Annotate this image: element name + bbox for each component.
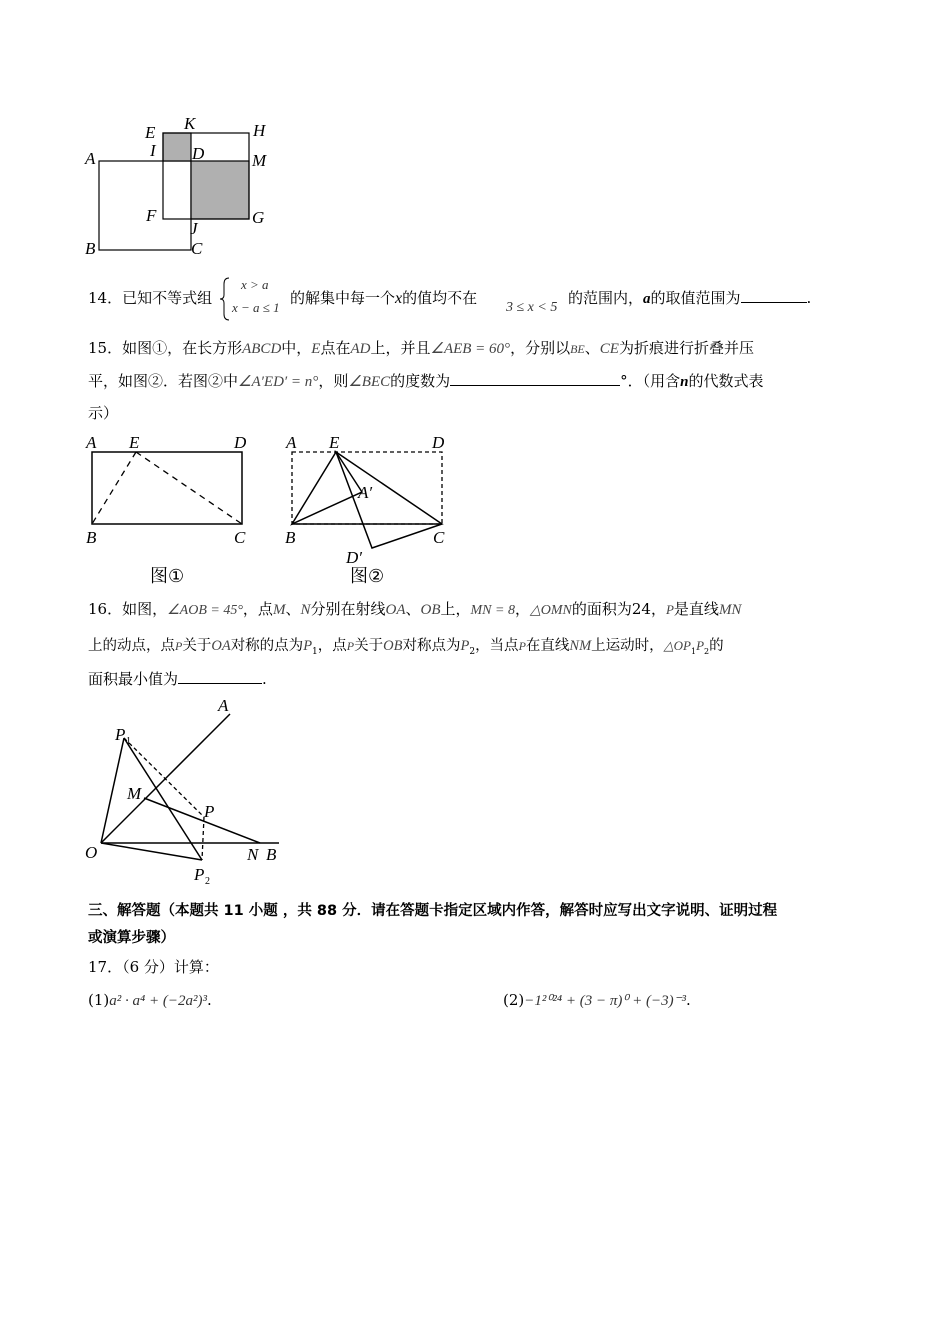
figure-15-2: [280, 430, 460, 590]
q15-be: BE: [570, 342, 585, 356]
question-16-line-3: [88, 669, 267, 689]
figure-16: [80, 693, 300, 893]
question-17-head: [88, 957, 219, 977]
q16-text: ，点: [317, 638, 347, 654]
section-heading-line-1: 三、解答题（本题共 11 小题 ，共 88 分．请在答题卡指定区域内作答，解答时应写出文字说明、证明过程: [88, 903, 778, 919]
inequality-1: x > a: [241, 277, 269, 292]
question-14: [88, 288, 212, 308]
fig16-A: A: [218, 696, 229, 715]
q14-text: 已知不等式组: [122, 289, 213, 307]
q14-line: [290, 288, 477, 309]
label-B: B: [85, 239, 96, 258]
answer-blank[interactable]: [178, 669, 262, 684]
fig16-N: N: [247, 845, 259, 864]
q16-text: 分别在射线: [310, 600, 386, 618]
q16-text: 上，: [440, 600, 471, 618]
fig16-P: P: [204, 802, 215, 821]
fig1-B: B: [86, 528, 97, 547]
q16-end: .: [262, 670, 267, 688]
q16-p2: P: [696, 638, 705, 653]
q15-angle2: ∠A′ED′ = n°: [238, 374, 319, 390]
fig1-E: E: [129, 433, 140, 452]
label-I: I: [150, 141, 156, 160]
q15-angle: ∠AEB = 60°: [430, 341, 511, 357]
range-expr: 3 ≤ x < 5: [506, 300, 558, 315]
expr-end: .: [686, 991, 691, 1009]
expr-end: .: [206, 991, 212, 1009]
q16-sub2: 2: [469, 646, 476, 657]
q16-ob: OB: [420, 602, 441, 618]
var-x: x: [395, 290, 403, 307]
q16-p: P: [175, 639, 183, 653]
q14-text: 的值均不在: [402, 289, 478, 307]
q16-p: P: [346, 639, 355, 653]
q16-tri2: △OP: [663, 638, 691, 653]
label-D: D: [192, 144, 205, 163]
q15-text: 中，: [281, 339, 312, 357]
brace-icon: [219, 276, 231, 322]
fig1-A: A: [86, 433, 97, 452]
q16-text: 关于: [182, 638, 212, 654]
q15-text: 平，如图②．若图②中: [88, 372, 239, 390]
q16-tri: △OMN: [529, 603, 572, 618]
label-K: K: [184, 114, 196, 133]
q15-text: 的度数为: [390, 372, 451, 390]
question-15-line-1: [88, 338, 754, 359]
q16-text: ，点: [242, 600, 273, 618]
q16-p: P: [518, 639, 526, 653]
q15-ad: AD: [350, 341, 371, 357]
figure-q13: [80, 112, 280, 262]
question-number: 15．: [88, 339, 123, 357]
fig16-O: O: [85, 843, 98, 862]
q15-text: °．（用含: [620, 372, 681, 390]
q17-part-1: [88, 990, 212, 1011]
q15-text: ，则: [318, 372, 349, 390]
q16-oa: OA: [385, 602, 406, 618]
part-label: (2): [503, 991, 525, 1009]
fig2-A: A: [286, 433, 297, 452]
q16-text: 如图，: [122, 600, 168, 618]
q15-text: 为折痕进行折叠并压: [618, 339, 754, 357]
fig2-C: C: [433, 528, 445, 547]
q16-sep: 、: [405, 600, 421, 618]
q16-n: N: [300, 602, 311, 618]
q16-p2: P: [460, 638, 470, 654]
q16-ob: OB: [383, 638, 403, 654]
label-A: A: [85, 149, 96, 168]
q15-text: ，分别以: [510, 339, 571, 357]
question-15-line-2: [88, 371, 764, 392]
q16-text: 面积最小值为: [88, 670, 179, 688]
q16-text: 的面积为24，: [571, 600, 666, 618]
fig2-B: B: [285, 528, 296, 547]
label-E: E: [145, 123, 156, 142]
label-F: F: [146, 206, 157, 225]
fig1-caption: 图①: [150, 566, 185, 587]
q16-text: 的: [709, 638, 724, 654]
q16-p1: P: [303, 638, 313, 654]
q15-angle3: ∠BEC: [348, 374, 391, 390]
q15-text: 点在: [320, 339, 351, 357]
fig16-B: B: [266, 845, 277, 864]
q15-e: E: [311, 341, 321, 357]
var-a: a: [643, 291, 651, 307]
q16-sep: 、: [285, 600, 301, 618]
q14-text: 的取值范围为: [650, 289, 741, 307]
fig1-D: D: [234, 433, 247, 452]
fig16-P1-sub: 1: [126, 736, 131, 747]
fig1-C: C: [234, 528, 246, 547]
answer-blank[interactable]: [450, 371, 620, 386]
q16-sub2: 2: [704, 646, 710, 656]
q16-mn: MN = 8: [470, 603, 515, 618]
label-G: G: [252, 208, 265, 227]
q17-head: （6 分）计算：: [122, 958, 219, 976]
q15-ce: CE: [599, 341, 619, 357]
q16-sub1: 1: [312, 646, 318, 657]
inequality-system: [219, 276, 289, 322]
question-number: 17．: [88, 958, 123, 976]
q16-mn2: MN: [718, 602, 742, 618]
q15-sep: 、: [584, 339, 600, 357]
label-H: H: [253, 121, 266, 140]
q16-sub1: 1: [690, 646, 697, 656]
q15-text: 上，并且: [370, 339, 431, 357]
q15-text: 的代数式表: [688, 372, 764, 390]
q14-text: 的范围内，: [568, 289, 644, 307]
q16-text: 关于: [354, 638, 384, 654]
label-M: M: [252, 151, 267, 170]
q16-text: ，当点: [475, 638, 519, 654]
label-C: C: [191, 239, 203, 258]
answer-blank[interactable]: [741, 288, 807, 303]
question-number: 14．: [88, 289, 123, 307]
q16-text: 对称的点为: [230, 638, 304, 654]
figure-15-1: [80, 430, 270, 590]
question-16-line-1: [88, 599, 741, 621]
q15-abcd: ABCD: [242, 341, 282, 357]
q16-angle: ∠AOB = 45°: [167, 603, 243, 618]
fig2-D: D: [432, 433, 445, 452]
var-n: n: [680, 374, 689, 390]
q14-line-2: [568, 288, 811, 309]
q15-text: 如图①，在长方形: [122, 339, 243, 357]
fig16-M: M: [127, 784, 142, 803]
q16-text: 在直线: [525, 638, 570, 654]
part-label: (1): [88, 991, 110, 1009]
q14-end: .: [806, 289, 812, 307]
q16-m: M: [272, 602, 286, 618]
q16-nm: NM: [569, 638, 592, 654]
q16-oa: OA: [211, 638, 231, 654]
q16-p: P: [665, 602, 674, 617]
fig2-D1: D′: [346, 548, 362, 567]
fig2-caption: 图②: [350, 566, 385, 587]
inequality-2: x − a ≤ 1: [232, 300, 280, 315]
q16-text: 是直线: [673, 600, 719, 618]
q16-text: 上运动时，: [591, 638, 664, 654]
q14-text: 的解集中每一个: [290, 289, 396, 307]
question-number: 16．: [88, 600, 123, 618]
fig16-P2-sub: 2: [205, 876, 210, 887]
q16-text: 对称点为: [402, 638, 461, 654]
expression-2: −1²⁰²⁴ + (3 − π)⁰ + (−3)⁻³: [524, 993, 687, 1009]
q17-part-2: [503, 990, 691, 1011]
fig16-P1: P: [115, 725, 126, 744]
question-16-line-2: [88, 636, 724, 662]
section-heading-line-2: 或演算步骤）: [88, 930, 175, 946]
fig2-E: E: [329, 433, 340, 452]
fig2-A1: A′: [358, 483, 373, 502]
q16-text: 上的动点，点: [88, 638, 175, 654]
fig16-P2: P: [194, 865, 205, 884]
expression-1: a² · a⁴ + (−2a²)³: [109, 993, 207, 1009]
label-J: J: [190, 219, 198, 238]
question-15-line-3: 示）: [88, 404, 119, 422]
q16-text: ，: [514, 600, 530, 618]
